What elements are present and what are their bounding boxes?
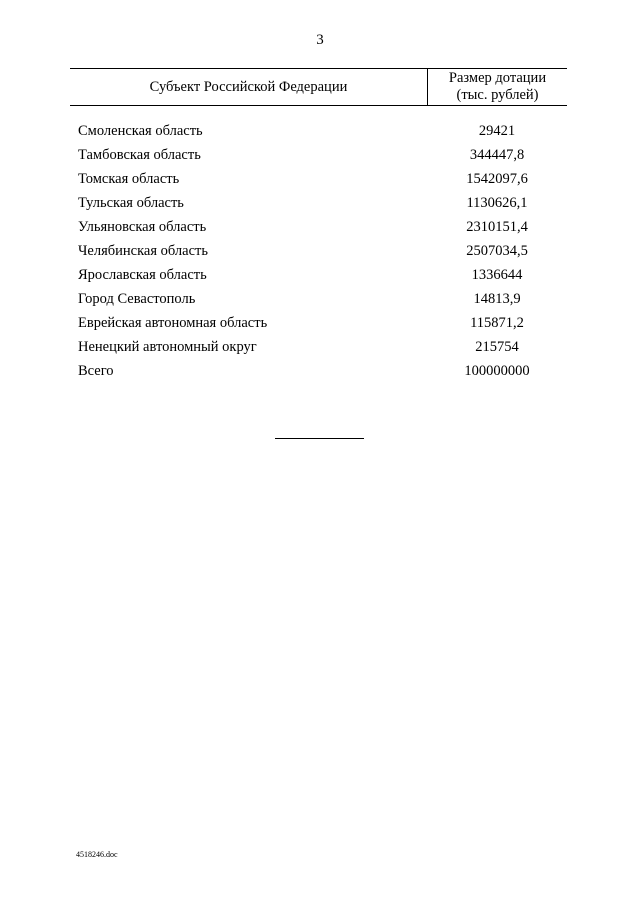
total-label: Всего [78,363,114,379]
page-number: 3 [316,32,324,48]
subject-name: Челябинская область [78,243,208,259]
subsidy-amount: 1130626,1 [466,195,528,211]
subject-name: Город Севастополь [78,291,196,307]
subject-name: Тульская область [78,195,184,211]
table-row [78,215,568,239]
subsidy-amount: 344447,8 [469,147,525,163]
table-row [78,191,568,215]
table-row [78,311,568,335]
table-row [78,143,568,167]
total-amount: 100000000 [464,363,530,379]
table-row [78,239,568,263]
subject-name: Смоленская область [78,123,203,139]
table-row [78,119,568,143]
subsidy-amount: 115871,2 [470,315,524,331]
subject-name: Еврейская автономная область [78,315,268,331]
subsidy-amount: 2507034,5 [466,243,528,259]
table-row [78,263,568,287]
subject-name: Ненецкий автономный округ [78,339,257,355]
subsidy-amount: 215754 [475,339,519,355]
amount-header-line1: Размер дотации [448,70,547,86]
table-row [78,335,568,359]
amount-column-header [428,69,567,105]
subsidy-amount: 1542097,6 [466,171,528,187]
subsidy-amount: 29421 [478,123,516,139]
subject-name: Тамбовская область [78,147,201,163]
subsidy-amount: 14813,9 [473,291,521,307]
document-file-id: 4518246.doc [76,850,118,859]
subject-name: Ярославская область [78,267,207,283]
table-row [78,167,568,191]
amount-header-line2: (тыс. рублей) [456,87,539,103]
subsidy-amount: 1336644 [471,267,523,283]
subject-name: Ульяновская область [78,219,207,235]
end-of-document-line [275,438,364,439]
subject-name: Томская область [78,171,180,187]
total-row [78,359,568,383]
table-header [70,68,567,106]
subject-column-header: Субъект Российской Федерации [149,78,348,95]
table-row [78,287,568,311]
table-body [78,119,568,383]
subsidy-amount: 2310151,4 [466,219,528,235]
